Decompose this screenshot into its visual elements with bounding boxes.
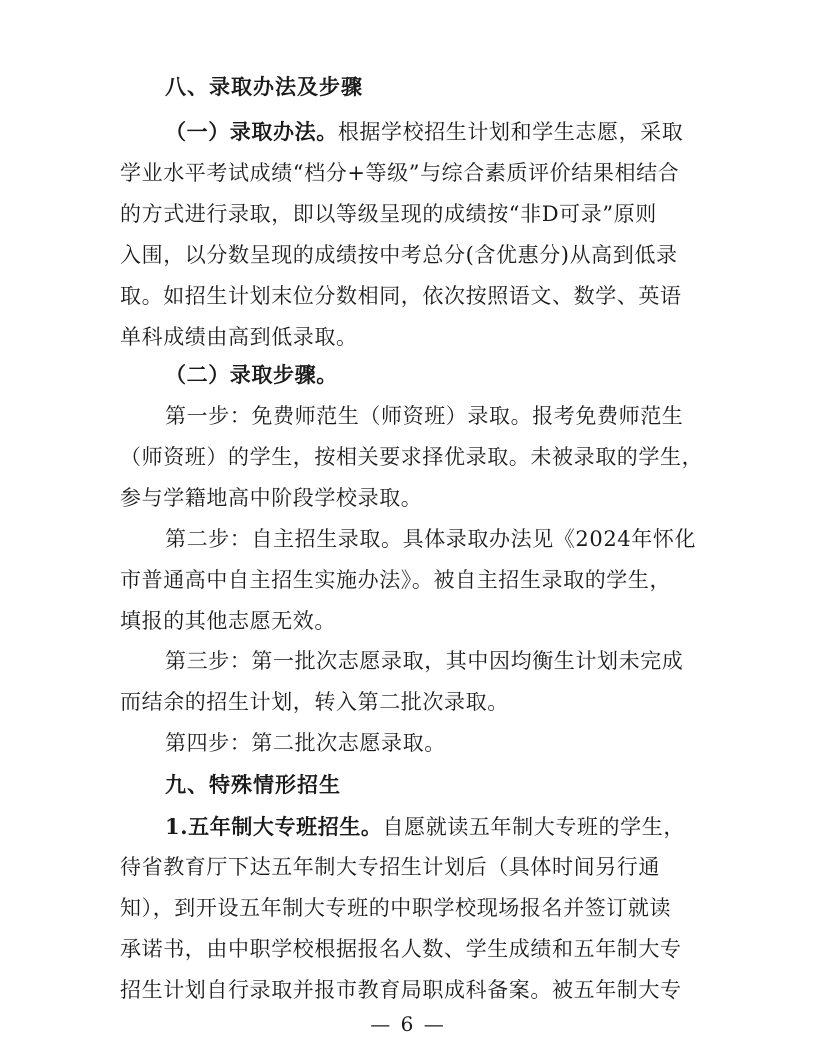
paragraph-1-line-5: 取。如招生计划末位分数相同，依次按照语文、数学、英语 xyxy=(120,284,682,308)
page-number: — 6 — xyxy=(370,1012,446,1036)
paragraph-1-text: 根据学校招生计划和学生志愿，采取 xyxy=(337,120,684,144)
section-9-heading: 九、特殊情形招生 xyxy=(165,773,341,797)
paragraph-1-label: （一）录取办法。 xyxy=(165,119,338,144)
paragraph-1-line-6: 单科成绩由高到低录取。 xyxy=(120,325,358,349)
step-2-line-2: 市普通高中自主招生实施办法》。被自主招生录取的学生， xyxy=(120,568,672,592)
special-paragraph-text: 自愿就读五年制大专班的学生， xyxy=(382,815,685,839)
special-paragraph-label: 1.五年制大专班招生。 xyxy=(165,814,383,839)
special-paragraph-line-2: 待省教育厅下达五年制大专招生计划后（具体时间另行通 xyxy=(120,855,660,879)
step-3-line-1: 第三步：第一批次志愿录取，其中因均衡生计划未完成 xyxy=(165,649,684,673)
step-1-line-2: （师资班）的学生，按相关要求择优录取。未被录取的学生， xyxy=(120,445,704,469)
step-1-line-1: 第一步：免费师范生（师资班）录取。报考免费师范生 xyxy=(165,404,684,428)
special-paragraph-line-1 xyxy=(165,812,685,842)
step-2-line-3: 填报的其他志愿无效。 xyxy=(120,609,336,633)
paragraph-1-line-1 xyxy=(165,117,683,147)
paragraph-2-label: （二）录取步骤。 xyxy=(165,362,338,387)
paragraph-1-line-2: 学业水平考试成绩“档分+等级”与综合素质评价结果相结合 xyxy=(120,161,680,185)
special-paragraph-line-3: 知），到开设五年制大专班的中职学校现场报名并签订就读 xyxy=(120,896,672,920)
section-8-heading: 八、录取办法及步骤 xyxy=(165,75,363,99)
paragraph-1-line-4: 入围，以分数呈现的成绩按中考总分(含优惠分)从高到低录 xyxy=(120,243,678,267)
special-paragraph-line-5: 招生计划自行录取并报市教育局职成科备案。被五年制大专 xyxy=(120,978,682,1002)
special-paragraph-line-4: 承诺书，由中职学校根据报名人数、学生成绩和五年制大专 xyxy=(120,937,682,961)
step-2-line-1: 第二步：自主招生录取。具体录取办法见《2024年怀化 xyxy=(165,527,697,551)
step-3-line-2: 而结余的招生计划，转入第二批次录取。 xyxy=(120,690,509,714)
step-4-line-1: 第四步：第二批次志愿录取。 xyxy=(165,731,446,755)
step-1-line-3: 参与学籍地高中阶段学校录取。 xyxy=(120,486,423,510)
paragraph-1-line-3: 的方式进行录取，即以等级呈现的成绩按“非D可录”原则 xyxy=(120,202,657,226)
